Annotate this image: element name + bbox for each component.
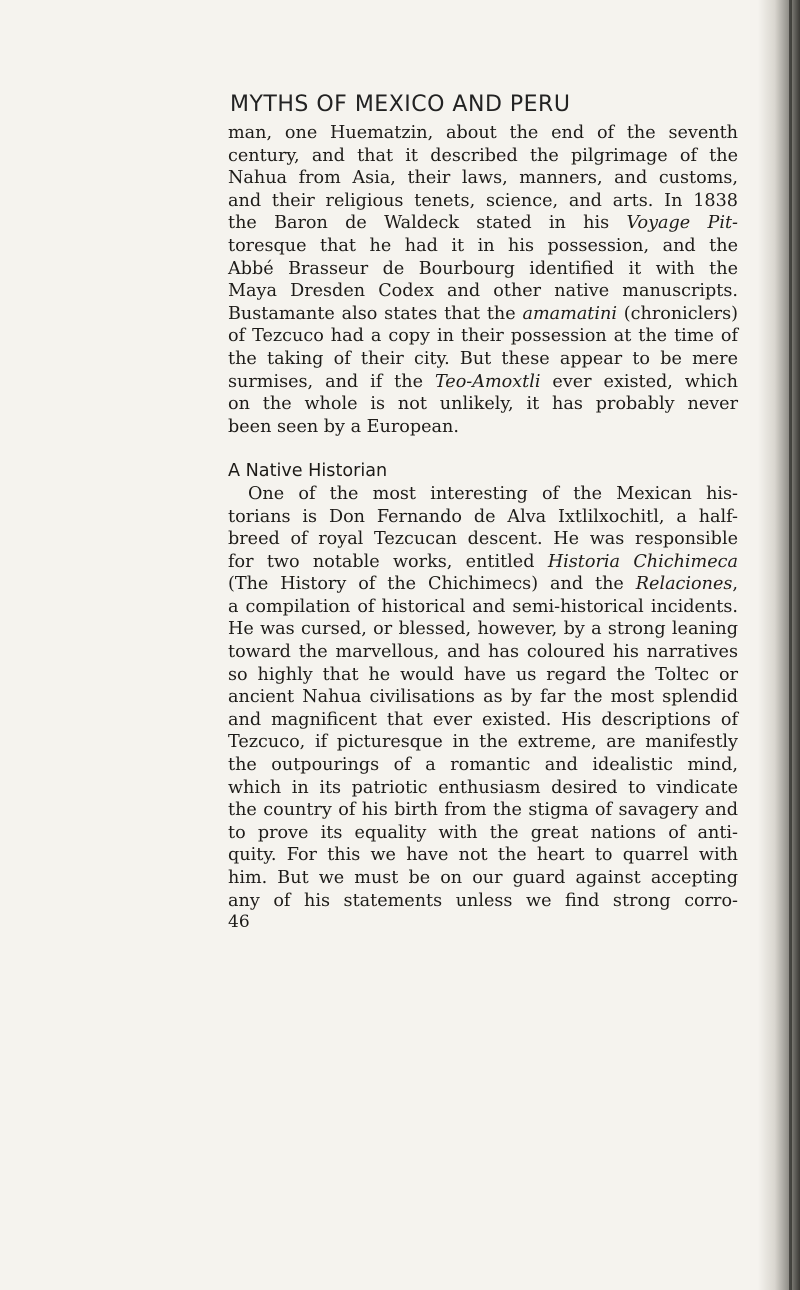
text-line: Tezcuco, if picturesque in the extreme, are manifestly bbox=[228, 732, 738, 753]
italic-title-relaciones: Relaciones bbox=[635, 574, 733, 595]
text-line: on the whole is not unlikely, it has probably never bbox=[228, 394, 738, 415]
text-span: surmises, and if the bbox=[228, 371, 435, 392]
text-line: and magnificent that ever existed. His descriptions of bbox=[228, 709, 738, 730]
text-span: (chroniclers) bbox=[616, 303, 738, 324]
text-line: quity. For this we have not the heart to quarrel with bbox=[228, 845, 738, 866]
text-line: century, and that it described the pilgrimage of the bbox=[228, 145, 738, 166]
text-line: him. But we must be on our guard against accepting bbox=[228, 868, 738, 888]
text-line bbox=[228, 573, 738, 596]
text-line: of Tezcuco had a copy in their possession at the time of bbox=[228, 326, 738, 347]
text-line: any of his statements unless we find strong corro- bbox=[228, 890, 738, 911]
section-heading: A Native Historian bbox=[228, 461, 388, 482]
text-span: , bbox=[732, 574, 738, 595]
italic-term-amamatini: amamatini bbox=[522, 303, 617, 324]
text-line: breed of royal Tezcucan descent. He was responsible bbox=[228, 529, 738, 550]
text-line: Nahua from Asia, their laws, manners, and customs, bbox=[228, 168, 738, 189]
text-line: He was cursed, or blessed, however, by a strong leaning bbox=[228, 619, 738, 640]
text-line: and their religious tenets, science, and arts. In 1838 bbox=[228, 190, 738, 211]
text-line: so highly that he would have us regard the Toltec or bbox=[228, 664, 738, 685]
text-line: the outpourings of a romantic and idealistic mind, bbox=[228, 755, 738, 776]
page-number: 46 bbox=[228, 912, 250, 933]
page-edge-line bbox=[789, 0, 792, 1290]
text-line: been seen by a European. bbox=[228, 416, 459, 437]
text-span: (The History of the Chichimecs) and the bbox=[228, 574, 636, 595]
text-line: toward the marvellous, and has coloured his narratives bbox=[228, 642, 738, 663]
text-line: which in its patriotic enthusiasm desired to vindicate bbox=[228, 777, 738, 798]
paragraph-2 bbox=[228, 483, 738, 912]
text-line: to prove its equality with the great nations of anti- bbox=[228, 822, 738, 843]
text-line: ancient Nahua civilisations as by far the most splendid bbox=[228, 687, 738, 708]
text-line bbox=[228, 371, 738, 394]
text-span: ever existed, which bbox=[540, 371, 738, 392]
text-span: Bustamante also states that the bbox=[228, 303, 523, 324]
italic-title-historia: Historia Chichimeca bbox=[547, 551, 738, 572]
text-line bbox=[228, 551, 738, 574]
text-block bbox=[228, 122, 738, 932]
text-line: man, one Huematzin, about the end of the seventh bbox=[228, 123, 738, 143]
text-line: Abbé Brasseur de Bourbourg identified it with the bbox=[228, 258, 738, 279]
running-header: MYTHS OF MEXICO AND PERU bbox=[230, 92, 571, 117]
italic-title-voyage: Voyage Pit- bbox=[626, 213, 738, 234]
text-line: the country of his birth from the stigma of savagery and bbox=[228, 800, 738, 821]
text-line: One of the most interesting of the Mexican his- bbox=[248, 483, 738, 504]
text-line: a compilation of historical and semi-historical incidents. bbox=[228, 596, 738, 617]
text-line: torians is Don Fernando de Alva Ixtlilxochitl, a half- bbox=[228, 506, 738, 527]
paragraph-1 bbox=[228, 122, 738, 438]
text-line: Maya Dresden Codex and other native manuscripts. bbox=[228, 281, 738, 302]
text-span: for two notable works, entitled bbox=[228, 551, 548, 572]
page-edge-shadow bbox=[758, 0, 800, 1290]
italic-title-teo-amoxtli: Teo-Amoxtli bbox=[434, 371, 541, 392]
text-line bbox=[228, 303, 738, 326]
text-line: the taking of their city. But these appear to be mere bbox=[228, 348, 738, 369]
text-line: toresque that he had it in his possession, and the bbox=[228, 235, 738, 256]
text-span: the Baron de Waldeck stated in his bbox=[228, 213, 627, 234]
text-line bbox=[228, 212, 738, 235]
